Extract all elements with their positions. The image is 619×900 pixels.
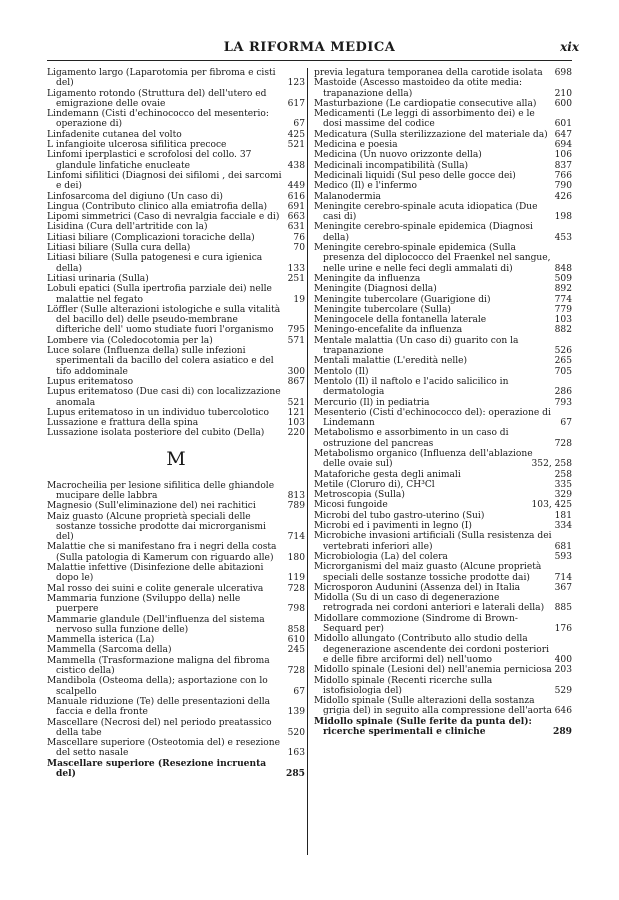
index-entry bbox=[47, 501, 305, 511]
entry-page: 176 bbox=[554, 624, 572, 635]
index-entry bbox=[47, 594, 305, 615]
entry-text: Manuale riduzione (Te) delle presentazioni della faccia e della fronte bbox=[47, 696, 271, 718]
entry-page: 617 bbox=[287, 98, 305, 109]
index-entry bbox=[314, 552, 572, 562]
index-entry bbox=[314, 521, 572, 531]
index-entry bbox=[47, 635, 305, 645]
entry-page: 449 bbox=[287, 181, 305, 192]
index-entry bbox=[47, 171, 305, 192]
entry-text: Mascellare superiore (Osteotomia del) e resezione del setto nasale bbox=[47, 738, 280, 759]
entry-text: Microbiologia (La) del colera bbox=[314, 551, 448, 562]
index-entry bbox=[314, 377, 572, 398]
entry-page: 837 bbox=[554, 160, 572, 171]
entry-text: Malattie infettive (Disinfezione delle abitazioni dopo le) bbox=[47, 563, 264, 584]
entry-page: 220 bbox=[287, 428, 305, 439]
index-entry bbox=[47, 645, 305, 655]
section-letter-m: M bbox=[166, 447, 186, 470]
index-entry bbox=[314, 614, 572, 635]
entry-page: 67 bbox=[560, 418, 572, 429]
entry-page: 647 bbox=[554, 129, 572, 140]
index-entry bbox=[314, 336, 572, 357]
entry-page: 571 bbox=[287, 335, 305, 346]
entry-page: 663 bbox=[287, 212, 305, 223]
index-entry bbox=[314, 449, 572, 470]
entry-text: Microbi del tubo gastro-uterino (Sui) bbox=[314, 510, 485, 521]
index-entry bbox=[47, 89, 305, 110]
entry-text: Metile (Cloruro di), CH³Cl bbox=[314, 479, 435, 490]
entry-page: 425 bbox=[287, 129, 305, 140]
index-entry bbox=[314, 243, 572, 274]
entry-page: 698 bbox=[554, 68, 572, 78]
entry-text: Meningite da influenza bbox=[314, 273, 421, 284]
entry-page: 453 bbox=[554, 232, 572, 243]
entry-page: 438 bbox=[287, 160, 305, 171]
index-entry bbox=[47, 656, 305, 677]
entry-text: Medicinali incompatibilità (Sulla) bbox=[314, 160, 469, 171]
entry-page: 198 bbox=[554, 212, 572, 223]
entry-text: Lingua (Contributo clinico alla emiatrofia della) bbox=[47, 201, 268, 212]
entry-text: Microsporon Audunini (Assenza del) in Italia bbox=[314, 582, 521, 593]
entry-text: Medicinali liquidi (Sul peso delle gocce dei) bbox=[314, 170, 516, 181]
index-entry bbox=[47, 387, 305, 408]
column-divider bbox=[307, 68, 308, 855]
entry-text: Metabolismo e assorbimento in un caso di ostruzione del pancreas bbox=[314, 428, 509, 449]
entry-text: Litiasi biliare (Sulla patogenesi e cura igienica della) bbox=[47, 253, 263, 274]
entry-text: Mal rosso dei suini e colite generale ulcerativa bbox=[47, 583, 264, 594]
index-entry bbox=[314, 130, 572, 140]
entry-text: Midolla (Su di un caso di degenerazione retrograda nei cordoni anteriori e laterali della) bbox=[314, 593, 545, 614]
index-entry bbox=[314, 99, 572, 109]
entry-text: Lupus eritematoso (Due casi di) con localizzazione anomala bbox=[47, 387, 281, 408]
entry-page: 882 bbox=[554, 325, 572, 336]
entry-text: Micosi fungoide bbox=[314, 500, 388, 511]
entry-page: 106 bbox=[554, 150, 572, 161]
entry-page: 258 bbox=[554, 469, 572, 480]
entry-page: 616 bbox=[287, 191, 305, 202]
index-entry bbox=[314, 78, 572, 99]
index-entry bbox=[314, 315, 572, 325]
entry-page: 774 bbox=[554, 294, 572, 305]
entry-page: 858 bbox=[287, 624, 305, 635]
index-entry bbox=[314, 717, 572, 738]
index-entry bbox=[314, 68, 572, 78]
index-entry bbox=[47, 150, 305, 171]
index-entry bbox=[47, 542, 305, 563]
index-entry bbox=[314, 490, 572, 500]
entry-text: Microbi ed i pavimenti in legno (I) bbox=[314, 521, 472, 532]
index-entry bbox=[47, 615, 305, 636]
index-entry bbox=[47, 418, 305, 428]
entry-page: 728 bbox=[287, 583, 305, 594]
entry-page: 245 bbox=[287, 645, 305, 656]
entry-page: 631 bbox=[287, 222, 305, 233]
index-entry bbox=[47, 243, 305, 253]
index-entry bbox=[314, 140, 572, 150]
page-number: xix bbox=[560, 40, 579, 54]
entry-page: 728 bbox=[287, 666, 305, 677]
index-entry bbox=[47, 676, 305, 697]
entry-text: Linfomi sifilitici (Diagnosi dei sifilomi , dei sarcomi e dei) bbox=[47, 170, 282, 192]
index-entry bbox=[314, 305, 572, 315]
index-entry bbox=[47, 130, 305, 140]
index-entry bbox=[314, 696, 572, 717]
entry-page: 133 bbox=[287, 263, 305, 274]
entry-text: Linfomi iperplastici e scrofolosi del collo. 37 glandule linfatiche enucleate bbox=[47, 150, 252, 171]
entry-page: 335 bbox=[554, 479, 572, 490]
entry-text: L infangioite ulcerosa sifilitica precoce bbox=[47, 140, 227, 151]
index-entry bbox=[314, 634, 572, 665]
index-entry bbox=[314, 428, 572, 449]
index-entry bbox=[314, 676, 572, 697]
entry-page: 728 bbox=[554, 438, 572, 449]
entry-text: Mataforiche gesta degli animali bbox=[314, 469, 461, 480]
entry-page: 329 bbox=[554, 490, 572, 501]
index-entry bbox=[314, 531, 572, 552]
right-column bbox=[314, 68, 572, 737]
left-m-entries bbox=[47, 481, 305, 780]
entry-text: Magnesio (Sull'eliminazione del) nei rachitici bbox=[47, 501, 256, 512]
entry-text: Midollo allungato (Contributo allo studio della degenerazione ascendente dei cordoni posteriori e delle fibre arciformi del) nell'uomo bbox=[314, 634, 549, 665]
index-entry bbox=[314, 181, 572, 191]
entry-page: 251 bbox=[287, 273, 305, 284]
entry-page: 520 bbox=[287, 727, 305, 738]
left-column bbox=[47, 68, 305, 779]
entry-text: Mammella isterica (La) bbox=[47, 635, 155, 646]
entry-page: 103 bbox=[287, 418, 305, 429]
entry-page: 67 bbox=[293, 119, 305, 130]
entry-text: Mammaria funzione (Sviluppo della) nelle puerpere bbox=[47, 593, 241, 615]
index-entry bbox=[47, 408, 305, 418]
entry-page: 289 bbox=[553, 726, 572, 737]
entry-page: 163 bbox=[287, 748, 305, 759]
entry-text: Medicina (Un nuovo orizzonte della) bbox=[314, 150, 482, 161]
index-entry bbox=[47, 697, 305, 718]
entry-text: Mentolo (Il) il naftolo e l'acido salicilico in dermatologia bbox=[314, 376, 509, 398]
index-entry bbox=[314, 470, 572, 480]
index-entry bbox=[314, 325, 572, 335]
entry-text: Masturbazione (Le cardiopatie consecutive alla) bbox=[314, 98, 537, 109]
journal-title: LA RIFORMA MEDICA bbox=[223, 40, 396, 55]
entry-text: Lisidina (Cura dell'artritide con la) bbox=[47, 222, 208, 233]
entry-page: 76 bbox=[293, 232, 305, 243]
entry-page: 867 bbox=[287, 376, 305, 387]
entry-text: Medicamenti (Le leggi di assorbimento dei) e le dosi massime del codice bbox=[314, 109, 535, 130]
entry-text: Maiz guasto (Alcune proprietà speciali delle sostanze tossiche prodotte dai microrganismi del) bbox=[47, 511, 266, 543]
index-entry bbox=[314, 356, 572, 366]
entry-page: 19 bbox=[293, 294, 305, 305]
index-entry bbox=[47, 274, 305, 284]
entry-text: Meningite cerebro-spinale acuta idiopatica (Due casi di) bbox=[314, 201, 538, 223]
entry-text: Midollare commozione (Sindrome di Brown-Sequard per) bbox=[314, 613, 518, 635]
index-entry bbox=[47, 284, 305, 305]
index-entry bbox=[314, 192, 572, 202]
entry-page: 526 bbox=[554, 346, 572, 357]
entry-page: 779 bbox=[554, 304, 572, 315]
index-entry bbox=[47, 377, 305, 387]
index-entry bbox=[47, 192, 305, 202]
index-entry bbox=[47, 512, 305, 543]
index-entry bbox=[314, 500, 572, 510]
entry-page: 521 bbox=[287, 397, 305, 408]
entry-text: Lindemann (Cisti d'echinococco del mesenterio: operazione di) bbox=[47, 109, 269, 130]
entry-text: Lussazione e frattura della spina bbox=[47, 418, 199, 429]
index-entry bbox=[314, 367, 572, 377]
entry-page: 352, 258 bbox=[531, 459, 572, 470]
entry-text: Meningite tubercolare (Guarigione di) bbox=[314, 294, 491, 305]
entry-page: 705 bbox=[554, 366, 572, 377]
entry-text: Meningite tubercolare (Sulla) bbox=[314, 304, 451, 315]
entry-page: 203 bbox=[554, 665, 572, 676]
index-entry bbox=[47, 428, 305, 438]
index-entry bbox=[314, 274, 572, 284]
entry-page: 181 bbox=[554, 510, 572, 521]
entry-text: Mascellare superiore (Resezione incruenta del) bbox=[47, 757, 267, 779]
entry-text: Mammella (Trasformazione maligna del fibroma cistico della) bbox=[47, 655, 270, 677]
entry-page: 285 bbox=[286, 768, 305, 779]
entry-text: Midollo spinale (Recenti ricerche sulla istofisiologia del) bbox=[314, 675, 493, 696]
index-entry bbox=[47, 222, 305, 232]
index-entry bbox=[47, 738, 305, 759]
entry-page: 848 bbox=[554, 263, 572, 274]
entry-page: 210 bbox=[554, 88, 572, 99]
entry-text: Medicatura (Sulla sterilizzazione del materiale da) bbox=[314, 129, 548, 140]
entry-page: 714 bbox=[554, 572, 572, 583]
right-m-entries bbox=[314, 68, 572, 737]
entry-text: Ligamento rotondo (Struttura del) dell'utero ed emigrazione delle ovaie bbox=[47, 88, 267, 109]
entry-text: Meningite (Diagnosi della) bbox=[314, 284, 437, 295]
entry-page: 139 bbox=[287, 707, 305, 718]
index-entry bbox=[314, 398, 572, 408]
entry-page: 121 bbox=[287, 407, 305, 418]
entry-text: Medicina e poesia bbox=[314, 140, 398, 151]
entry-page: 646 bbox=[554, 706, 572, 717]
entry-page: 795 bbox=[287, 325, 305, 336]
index-entry bbox=[314, 150, 572, 160]
entry-page: 103, 425 bbox=[531, 500, 572, 511]
entry-page: 300 bbox=[287, 366, 305, 377]
entry-text: Lipomi simmetrici (Caso di nevralgia facciale e di) bbox=[47, 212, 280, 223]
index-entry bbox=[47, 481, 305, 502]
entry-text: Metroscopia (Sulla) bbox=[314, 490, 405, 501]
index-entry bbox=[314, 665, 572, 675]
entry-text: Midollo spinale (Sulle alterazioni della sostanza grigia del) in seguito alla compressione dell'aorta bbox=[314, 696, 552, 717]
entry-page: 521 bbox=[287, 140, 305, 151]
index-entry bbox=[47, 718, 305, 739]
index-entry bbox=[47, 346, 305, 377]
index-entry bbox=[314, 202, 572, 223]
entry-text: Lussazione isolata posteriore del cubito (Della) bbox=[47, 428, 265, 439]
entry-text: Medico (Il) e l'infermo bbox=[314, 181, 418, 192]
index-entry bbox=[314, 480, 572, 490]
entry-text: Linfosarcoma del digiuno (Un caso di) bbox=[47, 191, 223, 202]
index-entry bbox=[314, 562, 572, 583]
entry-text: Malattie che si manifestano fra i negri della costa (Sulla patologia di Kamerum con riguardo alle) bbox=[47, 542, 277, 563]
entry-text: Linfadenite cutanea del volto bbox=[47, 129, 182, 140]
entry-page: 793 bbox=[554, 397, 572, 408]
entry-text: Midollo spinale (Sulle ferite da punta del): ricerche sperimentali e cliniche bbox=[314, 715, 532, 737]
entry-page: 601 bbox=[554, 119, 572, 130]
index-entry bbox=[314, 593, 572, 614]
entry-text: Meningite cerebro-spinale epidemica (Sulla presenza del diplococco del Fraenkel nel sangue, nelle urine e nelle feci degli ammalati di) bbox=[314, 243, 551, 274]
index-entry bbox=[314, 295, 572, 305]
entry-page: 790 bbox=[554, 181, 572, 192]
entry-text: Lobuli epatici (Sulla ipertrofia parziale dei) nelle malattie nel fegato bbox=[47, 284, 272, 305]
entry-text: Mammella (Sarcoma della) bbox=[47, 645, 172, 656]
entry-text: Mentali malattie (L'eredità nelle) bbox=[314, 356, 468, 367]
entry-text: Lupus eritematoso in un individuo tubercolotico bbox=[47, 407, 269, 418]
entry-page: 509 bbox=[554, 273, 572, 284]
entry-page: 367 bbox=[554, 582, 572, 593]
entry-text: Meningite cerebro-spinale epidemica (Diagnosi della) bbox=[314, 222, 533, 243]
entry-text: Lupus eritematoso bbox=[47, 376, 134, 387]
entry-text: previa legatura temporanea della carotide isolata bbox=[314, 68, 543, 78]
entry-page: 529 bbox=[554, 685, 572, 696]
entry-page: 789 bbox=[287, 501, 305, 512]
entry-text: Metabolismo organico (Influenza dell'ablazione delle ovaie sul) bbox=[314, 448, 533, 470]
index-entry bbox=[314, 171, 572, 181]
entry-page: 67 bbox=[293, 686, 305, 697]
left-l-entries bbox=[47, 68, 305, 439]
index-entry bbox=[314, 161, 572, 171]
entry-text: Mammarie glandule (Dell'influenza del sistema nervoso sulla funzione delle) bbox=[47, 614, 265, 635]
entry-text: Microrganismi del maiz guasto (Alcune proprietà speciali delle sostanze tossiche prodotte dai) bbox=[314, 562, 542, 583]
entry-text: Mascellare (Necrosi del) nel periodo preatassico della tabe bbox=[47, 717, 272, 738]
entry-page: 334 bbox=[554, 521, 572, 532]
entry-text: Litiasi urinaria (Sulla) bbox=[47, 273, 149, 284]
index-entry bbox=[314, 109, 572, 130]
entry-text: Mercurio (Il) in pediatria bbox=[314, 397, 430, 408]
index-entry bbox=[47, 336, 305, 346]
index-entry bbox=[47, 253, 305, 274]
entry-page: 691 bbox=[287, 201, 305, 212]
index-entry bbox=[47, 563, 305, 584]
index-entry bbox=[47, 233, 305, 243]
entry-page: 892 bbox=[554, 284, 572, 295]
entry-page: 694 bbox=[554, 140, 572, 151]
entry-page: 265 bbox=[554, 356, 572, 367]
entry-text: Mastoide (Ascesso mastoideo da otite media: trapanazione della) bbox=[314, 78, 523, 99]
index-entry bbox=[47, 212, 305, 222]
entry-page: 103 bbox=[554, 315, 572, 326]
entry-text: Midollo spinale (Lesioni del) nell'anemia perniciosa bbox=[314, 665, 552, 676]
entry-text: Meningo-encefalite da influenza bbox=[314, 325, 463, 336]
index-entry bbox=[47, 584, 305, 594]
entry-text: Mentale malattia (Un caso di) guarito con la trapanazione bbox=[314, 335, 519, 357]
entry-page: 600 bbox=[554, 98, 572, 109]
header-rule bbox=[47, 60, 572, 61]
index-entry bbox=[47, 759, 305, 780]
entry-text: Luce solare (Influenza della) sulle infezioni sperimentali da bacillo del colera asiatico e del tifo addominale bbox=[47, 346, 274, 377]
index-entry bbox=[314, 583, 572, 593]
entry-text: Lombere via (Coledocotomia per la) bbox=[47, 335, 213, 346]
entry-text: Meningocele della fontanella laterale bbox=[314, 315, 487, 326]
entry-page: 885 bbox=[554, 603, 572, 614]
index-entry bbox=[314, 222, 572, 243]
entry-page: 714 bbox=[287, 532, 305, 543]
index-entry bbox=[47, 109, 305, 130]
entry-page: 766 bbox=[554, 170, 572, 181]
entry-text: Mandibola (Osteoma della); asportazione con lo scalpello bbox=[47, 676, 268, 697]
entry-page: 180 bbox=[287, 552, 305, 563]
index-entry bbox=[47, 305, 305, 336]
entry-page: 400 bbox=[554, 654, 572, 665]
index-entry bbox=[314, 408, 572, 429]
entry-page: 426 bbox=[554, 191, 572, 202]
entry-text: Microbiche invasioni artificiali (Sulla resistenza dei vertebrati inferiori alle) bbox=[314, 531, 552, 552]
entry-page: 610 bbox=[287, 635, 305, 646]
entry-page: 119 bbox=[287, 573, 305, 584]
index-entry bbox=[47, 140, 305, 150]
entry-text: Macrocheilia per lesione sifilitica delle ghiandole mucipare delle labbra bbox=[47, 480, 275, 501]
entry-text: Löffler (Sulle alterazioni istologiche e sulla vitalità del bacillo del) delle pseudo-membrane difteriche dell' uomo studiate fuori l'organismo bbox=[47, 304, 281, 336]
entry-page: 123 bbox=[287, 78, 305, 89]
index-entry bbox=[47, 202, 305, 212]
entry-text: Malanodermia bbox=[314, 191, 381, 202]
entry-page: 70 bbox=[293, 243, 305, 254]
entry-text: Mentolo (Il) bbox=[314, 366, 369, 377]
entry-text: Litiasi biliare (Complicazioni toraciche della) bbox=[47, 232, 255, 243]
entry-text: Ligamento largo (Laparotomia per fibroma e cisti del) bbox=[47, 68, 276, 89]
entry-text: Mesenterio (Cisti d'echinococco del): operazione di Lindemann bbox=[314, 407, 551, 429]
entry-page: 593 bbox=[554, 551, 572, 562]
entry-page: 813 bbox=[287, 490, 305, 501]
index-entry bbox=[314, 511, 572, 521]
entry-text: Litiasi biliare (Sulla cura della) bbox=[47, 243, 191, 254]
page-header bbox=[0, 40, 619, 60]
entry-page: 286 bbox=[554, 387, 572, 398]
index-entry bbox=[47, 68, 305, 89]
entry-page: 681 bbox=[554, 541, 572, 552]
entry-page: 798 bbox=[287, 604, 305, 615]
index-entry bbox=[314, 284, 572, 294]
